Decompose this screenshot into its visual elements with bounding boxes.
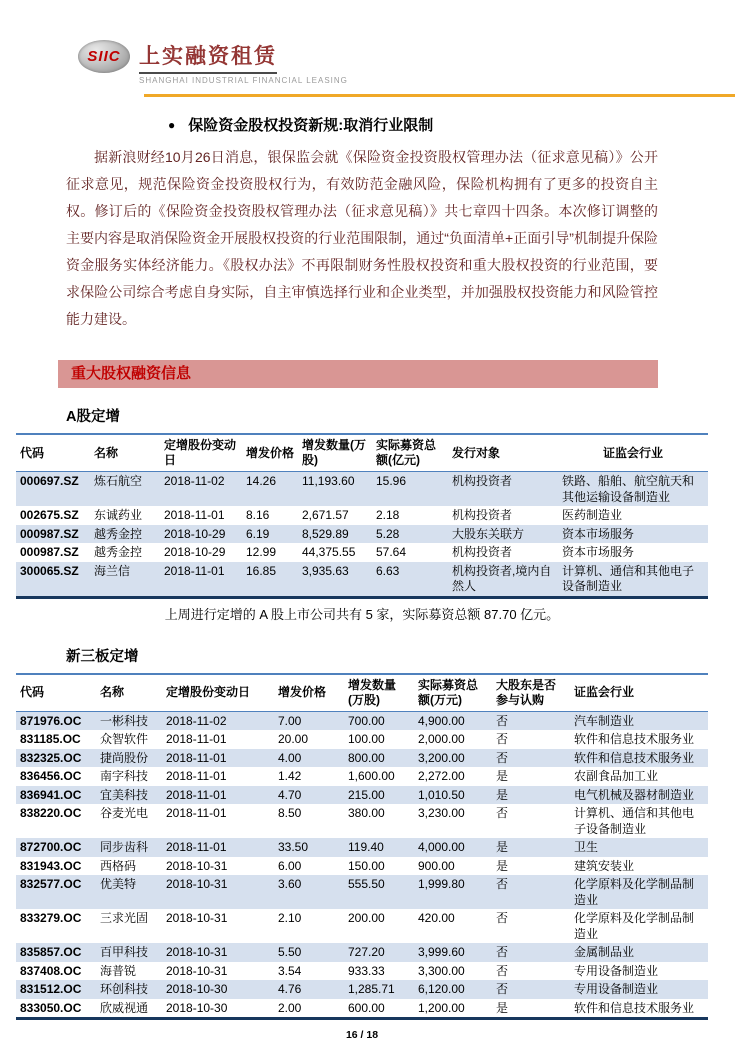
table-cell: 东诚药业 [94,508,143,522]
news-body: 据新浪财经10月26日消息，银保监会就《保险资金投资股权管理办法（征求意见稿）》公开征求意见，规范保险资金投资股权行为，有效防范金融风险，保险机构拥有了更多的投资自主权。修订后的《保险资金投资股权管理办法（征求意见稿）》共七章四十四条。本次修订调整的主要内容是取消保险资金开展股权投资的行业范围限制，通过“负面清单+正面引导”机制提升保险资金服务实体经济能力。《股权办法》不再限制财务性股权投资和重大股权投资的行业范围，要求保险公司综合考虑自身实际，自主审慎选择行业和企业类型，并加强股权投资能力和风险管控能力建设。 [66,149,658,327]
column-header: 定增股份变动日 [160,434,242,472]
table-row [16,711,708,730]
table-cell: 20.00 [278,732,309,746]
table-cell: 1.42 [278,769,302,783]
table-cell: 机构投资者 [452,474,513,488]
table-cell: 否 [496,877,509,891]
table-cell: 否 [496,806,509,820]
table-cell: 14.26 [246,474,277,488]
table-cell: 2018-11-01 [166,806,227,820]
table-cell: 化学原料及化学制品制造业 [574,877,695,907]
table-cell: 119.40 [348,840,384,854]
table-cell: 三求光固 [100,911,149,925]
table-cell: 12.99 [246,545,277,559]
table-cell: 资本市场服务 [562,526,635,541]
column-header: 发行对象 [448,434,558,472]
table-row [16,730,708,749]
column-header: 增发数量(万股) [298,434,372,472]
neeq-table-body [16,711,708,1019]
column-header: 证监会行业 [558,434,708,472]
table-cell: 否 [496,963,509,978]
table-cell: 7.00 [278,713,302,728]
table-cell: 2018-11-02 [166,713,227,728]
table-cell: 机构投资者 [452,545,513,559]
table-cell: 2.10 [278,911,302,925]
table-cell: 海兰信 [94,563,131,578]
table-cell: 4.76 [278,982,302,996]
table-cell: 2018-11-01 [166,769,227,783]
table-cell: 同步齿科 [100,840,149,854]
table-cell: 谷麦光电 [100,806,149,820]
company-name-cn: 上实融资租赁 [139,40,277,74]
table-cell: 1,285.71 [348,982,395,996]
neeq-table [16,673,708,1021]
table-cell: 百甲科技 [100,945,149,959]
table-cell: 000987.SZ [20,545,79,559]
gold-divider [144,94,735,97]
neeq-heading: 新三板定增 [66,648,139,665]
table-cell: 3,300.00 [418,963,465,978]
table-cell: 2018-10-30 [166,982,228,996]
table-cell: 软件和信息技术服务业 [574,1000,695,1015]
table-cell: 380.00 [348,806,385,820]
table-cell: 2,272.00 [418,769,465,783]
table-cell: 933.33 [348,963,385,978]
table-cell: 海普锐 [100,963,137,978]
table-cell: 2018-11-01 [164,563,225,578]
table-cell: 3.54 [278,963,302,978]
table-cell: 2018-11-01 [166,750,227,765]
table-cell: 900.00 [418,858,455,873]
table-cell: 否 [496,982,509,996]
table-cell: 捷尚股份 [100,750,149,765]
column-header: 实际募资总额(亿元) [372,434,448,472]
table-row [16,804,708,838]
table-cell: 大股东关联方 [452,526,525,541]
table-cell: 建筑安装业 [574,858,635,873]
table-cell: 8,529.89 [302,526,349,541]
a-share-summary-note: 上周进行定增的 A 股上市公司共有 5 家，实际募资总额 87.70 亿元。 [164,606,560,622]
table-cell: 831943.OC [20,858,82,873]
table-cell: 836456.OC [20,769,82,783]
a-share-table-header [16,434,708,472]
table-cell: 卫生 [574,840,599,854]
a-share-table-body [16,472,708,598]
table-cell: 4,900.00 [418,713,465,728]
table-cell: 44,375.55 [302,545,356,559]
table-cell: 838220.OC [20,806,82,820]
table-cell: 800.00 [348,750,385,765]
table-row [16,525,708,544]
table-row [16,909,708,943]
table-row [16,999,708,1019]
table-cell: 16.85 [246,563,277,578]
table-cell: 2018-10-31 [166,858,228,873]
table-row [16,472,708,507]
table-cell: 2018-10-31 [166,911,228,925]
table-cell: 医药制造业 [562,508,623,522]
table-cell: 1,200.00 [418,1000,465,1015]
table-cell: 002675.SZ [20,508,79,522]
company-name-en: SHANGHAI INDUSTRIAL FINANCIAL LEASING [139,76,348,85]
a-share-heading: A股定增 [66,409,120,425]
table-cell: 是 [496,840,509,854]
table-cell: 机构投资者,境内自然人 [452,563,552,593]
table-cell: 1,999.80 [418,877,465,891]
column-header: 增发价格 [242,434,298,472]
table-cell: 3,230.00 [418,806,465,820]
table-cell: 3.60 [278,877,302,891]
table-row [16,838,708,857]
table-cell: 11,193.60 [302,474,355,488]
table-cell: 871976.OC [20,713,82,728]
table-cell: 4,000.00 [418,840,465,854]
table-cell: 600.00 [348,1000,385,1015]
section-banner: 重大股权融资信息 [58,360,658,388]
table-row [16,962,708,981]
table-row [16,943,708,962]
table-cell: 837408.OC [20,963,82,978]
table-cell: 727.20 [348,945,385,959]
siic-logo-text: SIIC [87,48,121,65]
table-cell: 2018-10-31 [166,963,228,978]
table-cell: 6.63 [376,563,400,578]
table-cell: 872700.OC [20,840,82,854]
table-cell: 越秀金控 [94,526,143,541]
table-cell: 西格码 [100,858,137,873]
column-header: 增发数量(万股) [344,674,414,712]
table-cell: 是 [496,858,509,873]
table-cell: 200.00 [348,911,385,925]
table-cell: 215.00 [348,787,385,802]
page-header [0,0,724,97]
table-cell: 3,999.60 [418,945,465,959]
table-cell: 2.00 [278,1000,302,1015]
table-cell: 农副食品加工业 [574,769,659,783]
table-cell: 电气机械及器材制造业 [574,787,695,802]
table-cell: 汽车制造业 [574,713,635,728]
table-cell: 15.96 [376,474,407,488]
news-title-row [168,114,724,135]
table-cell: 众智软件 [100,732,149,746]
table-cell: 计算机、通信和其他电子设备制造业 [574,806,695,836]
table-row [16,543,708,562]
table-row [16,786,708,805]
company-name-block [139,40,348,85]
table-row [16,980,708,999]
table-cell: 优美特 [100,877,137,891]
table-cell: 835857.OC [20,945,82,959]
table-cell: 否 [496,732,509,746]
column-header: 名称 [96,674,162,712]
siic-globe-icon [78,40,130,73]
table-cell: 150.00 [348,858,385,873]
table-cell: 300065.SZ [20,563,79,578]
column-header: 代码 [16,674,96,712]
table-cell: 一彬科技 [100,713,149,728]
page-number: 16 / 18 [345,1029,379,1041]
a-share-table [16,433,708,599]
table-cell: 计算机、通信和其他电子设备制造业 [562,563,695,593]
table-cell: 越秀金控 [94,545,143,559]
table-cell: 831512.OC [20,982,82,996]
table-cell: 专用设备制造业 [574,982,659,996]
table-cell: 5.28 [376,526,400,541]
table-cell: 100.00 [348,732,385,746]
neeq-table-header [16,674,708,712]
table-cell: 832577.OC [20,877,82,891]
table-cell: 2018-10-29 [164,545,226,559]
table-cell: 化学原料及化学制品制造业 [574,911,695,941]
table-cell: 6,120.00 [418,982,465,996]
bullet-icon: ● [168,117,176,132]
column-header: 实际募资总额(万元) [414,674,492,712]
table-cell: 软件和信息技术服务业 [574,732,695,746]
table-cell: 000987.SZ [20,526,79,541]
table-cell: 33.50 [278,840,309,854]
column-header: 增发价格 [274,674,344,712]
column-header: 名称 [90,434,160,472]
table-cell: 4.70 [278,787,302,802]
table-cell: 1,010.50 [418,787,465,802]
table-cell: 是 [496,787,509,802]
column-header: 定增股份变动日 [162,674,274,712]
table-cell: 2018-11-02 [164,474,225,488]
table-cell: 金属制品业 [574,945,635,959]
table-row [16,857,708,876]
column-header: 证监会行业 [570,674,708,712]
table-cell: 欣威视通 [100,1000,149,1015]
table-row [16,506,708,525]
table-cell: 555.50 [348,877,385,891]
table-cell: 否 [496,911,509,925]
table-cell: 5.50 [278,945,302,959]
table-cell: 是 [496,1000,509,1015]
table-cell: 8.50 [278,806,302,820]
table-cell: 6.00 [278,858,302,873]
column-header: 代码 [16,434,90,472]
table-cell: 炼石航空 [94,474,143,488]
table-cell: 2018-10-31 [166,877,228,891]
table-cell: 836941.OC [20,787,82,802]
table-cell: 831185.OC [20,732,81,746]
table-cell: 2018-10-29 [164,526,226,541]
table-cell: 软件和信息技术服务业 [574,750,695,765]
table-cell: 否 [496,713,509,728]
table-cell: 2,000.00 [418,732,465,746]
table-cell: 4.00 [278,750,302,765]
table-cell: 2.18 [376,508,400,522]
table-cell: 是 [496,769,509,783]
table-cell: 833050.OC [20,1000,82,1015]
table-cell: 南字科技 [100,769,149,783]
table-cell: 8.16 [246,508,270,522]
table-cell: 3,200.00 [418,750,465,765]
table-cell: 2018-10-30 [166,1000,228,1015]
table-cell: 1,600.00 [348,769,395,783]
table-cell: 2018-11-01 [166,787,227,802]
table-cell: 资本市场服务 [562,545,635,559]
table-cell: 57.64 [376,545,407,559]
column-header: 大股东是否参与认购 [492,674,570,712]
table-row [16,749,708,768]
table-row [16,875,708,909]
table-cell: 机构投资者 [452,508,513,522]
table-cell: 铁路、船舶、航空航天和其他运输设备制造业 [562,474,695,504]
table-cell: 2018-10-31 [166,945,228,959]
table-cell: 专用设备制造业 [574,963,659,978]
table-cell: 否 [496,750,509,765]
table-row [16,767,708,786]
table-cell: 2018-11-01 [166,732,227,746]
table-cell: 宜美科技 [100,787,149,802]
table-cell: 6.19 [246,526,270,541]
news-title: 保险资金股权投资新规:取消行业限制 [188,117,434,134]
table-cell: 2018-11-01 [164,508,225,522]
table-row [16,562,708,598]
company-logo [78,40,724,85]
table-cell: 000697.SZ [20,474,79,488]
table-cell: 420.00 [418,911,455,925]
table-cell: 环创科技 [100,982,149,996]
table-cell: 833279.OC [20,911,82,925]
table-cell: 2,671.57 [302,508,349,522]
table-cell: 3,935.63 [302,563,349,578]
table-cell: 2018-11-01 [166,840,227,854]
table-cell: 否 [496,945,509,959]
table-cell: 700.00 [348,713,385,728]
table-cell: 832325.OC [20,750,82,765]
